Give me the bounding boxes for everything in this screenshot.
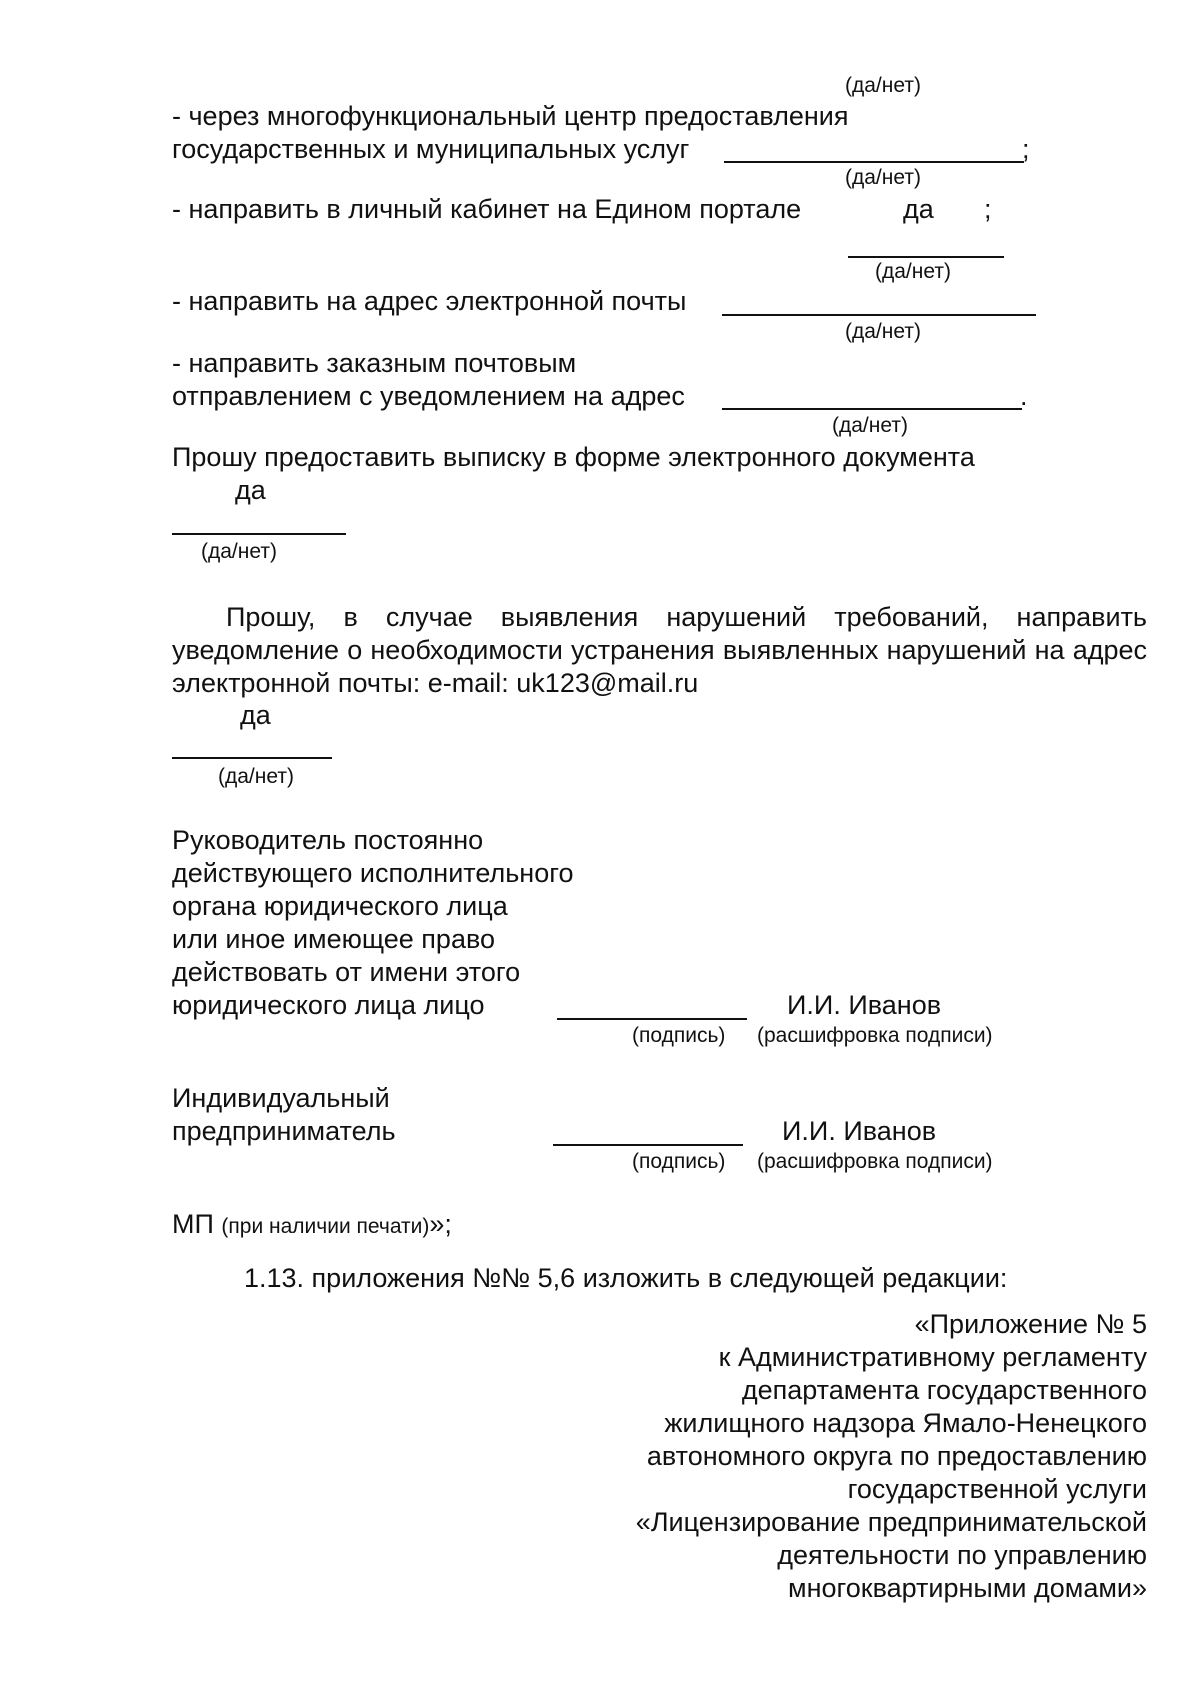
cabinet-answer-line: [848, 256, 1004, 258]
cabinet-option-label: - направить в личный кабинет на Едином портале: [172, 194, 802, 224]
org-signer-line: Руководитель постоянно: [172, 825, 484, 855]
ip-signer-line: предприниматель: [172, 1116, 396, 1146]
post-answer-line[interactable]: [722, 408, 1022, 410]
org-signer-line: действующего исполнительного: [172, 858, 574, 888]
post-yes-no-hint: (да/нет): [832, 414, 908, 437]
extract-request-text: Прошу предоставить выписку в форме электронного документа: [172, 442, 975, 472]
appendix-header: [636, 1308, 1147, 1605]
post-option-line1: - направить заказным почтовым: [172, 348, 577, 378]
mfc-option-line2: государственных и муниципальных услуг: [172, 134, 690, 164]
mfc-answer-line[interactable]: [724, 161, 1024, 163]
org-signer-line: органа юридического лица: [172, 891, 508, 921]
org-signer-name: И.И. Иванов: [787, 990, 942, 1020]
amendment-text: 1.13. приложения №№ 5,6 изложить в следующей редакции:: [244, 1263, 1008, 1293]
org-signature-hint: (подпись): [632, 1024, 726, 1047]
cabinet-option-value[interactable]: да: [903, 194, 934, 224]
org-signer-line: действовать от имени этого: [172, 957, 521, 987]
post-option-line2: отправлением с уведомлением на адрес: [172, 381, 685, 411]
email-yes-no-hint: (да/нет): [845, 320, 921, 343]
violation-yes-no-hint: (да/нет): [218, 765, 294, 788]
appendix-header-line: департамента государственного: [741, 1375, 1147, 1405]
violation-answer-line: [172, 757, 332, 759]
post-option-end: .: [1020, 381, 1028, 411]
stamp-note: [172, 1208, 452, 1243]
mfc-yes-no-hint: (да/нет): [845, 166, 921, 189]
appendix-header-line: государственной услуги: [847, 1474, 1147, 1504]
ip-signer-line: Индивидуальный: [172, 1083, 390, 1113]
ip-signature-hint: (подпись): [632, 1150, 726, 1173]
violation-request-text: Прошу, в случае выявления нарушений требований, направить уведомление о необходимости устранения выявленных нарушений на адрес электронной почты: e-mail: uk123@mail.ru: [172, 602, 1147, 698]
stamp-condition: (при наличии печати): [221, 1215, 430, 1238]
appendix-header-line: «Приложение № 5: [914, 1309, 1147, 1339]
violation-request-value[interactable]: да: [240, 700, 271, 730]
appendix-header-line: жилищного надзора Ямало-Ненецкого: [664, 1408, 1147, 1438]
org-signer-line: или иное имеющее право: [172, 924, 496, 954]
appendix-header-line: «Лицензирование предпринимательской: [635, 1507, 1147, 1537]
appendix-header-line: деятельности по управлению: [777, 1540, 1147, 1570]
email-answer-line[interactable]: [722, 314, 1036, 316]
extract-yes-no-hint: (да/нет): [201, 540, 277, 563]
extract-request-value[interactable]: да: [235, 475, 266, 505]
ip-signer-name: И.И. Иванов: [782, 1116, 937, 1146]
yes-no-hint: (да/нет): [845, 74, 921, 97]
mfc-option-end: ;: [1022, 134, 1030, 164]
cabinet-option-end: ;: [984, 194, 992, 224]
stamp-prefix: МП: [172, 1209, 214, 1239]
org-signer-line: юридического лица лицо: [172, 990, 485, 1020]
extract-answer-line: [172, 533, 346, 535]
appendix-header-line: автономного округа по предоставлению: [646, 1441, 1147, 1471]
org-signature-line[interactable]: [557, 1018, 747, 1020]
stamp-suffix: »;: [429, 1209, 452, 1239]
appendix-header-line: к Административному регламенту: [718, 1342, 1147, 1372]
cabinet-yes-no-hint: (да/нет): [875, 260, 951, 283]
ip-decode-hint: (расшифровка подписи): [757, 1150, 993, 1173]
appendix-header-line: многоквартирными домами»: [788, 1573, 1147, 1603]
email-option-label: - направить на адрес электронной почты: [172, 286, 687, 316]
org-decode-hint: (расшифровка подписи): [757, 1024, 993, 1047]
ip-signature-line[interactable]: [553, 1144, 743, 1146]
mfc-option-line1: - через многофункциональный центр предоставления: [172, 101, 849, 131]
